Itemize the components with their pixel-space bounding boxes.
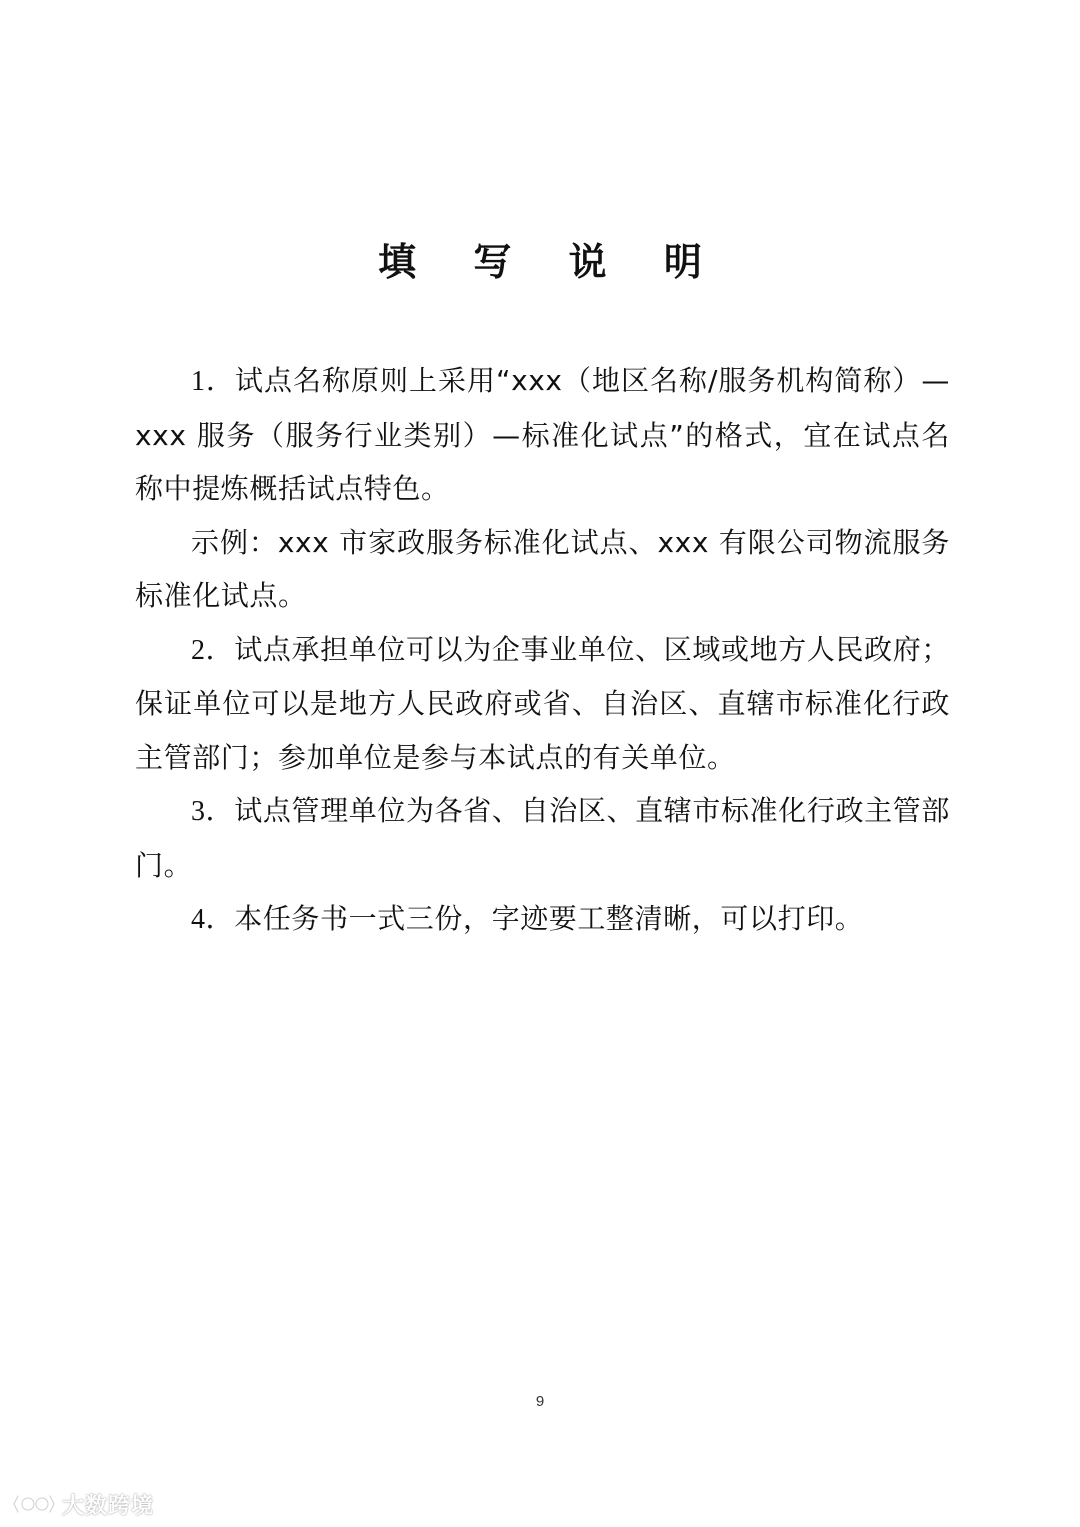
paragraph-number: 3．: [191, 796, 235, 827]
brand-logo-icon: [12, 1492, 56, 1516]
document-title: 填 写 说 明: [378, 240, 724, 284]
paragraph-text: 试点名称原则上采用“xxx（地区名称/服务机构简称）—xxx 服务（服务行业类别）—标准化试点”的格式，宜在试点名称中提炼概括试点特色。: [135, 364, 950, 505]
instructions-body: [135, 354, 950, 947]
paragraph-text: 示例：xxx 市家政服务标准化试点、xxx 有限公司物流服务标准化试点。: [135, 525, 950, 612]
paragraph-text: 试点承担单位可以为企事业单位、区域或地方人民政府；保证单位可以是地方人民政府或省、自治区、直辖市标准化行政主管部门；参加单位是参与本试点的有关单位。: [135, 632, 950, 774]
paragraph-3: [135, 784, 950, 892]
paragraph-text: 本任务书一式三份，字迹要工整清晰，可以打印。: [234, 902, 864, 935]
paragraph-number: 1．: [191, 366, 235, 397]
paragraph-example: [135, 516, 950, 623]
paragraph-number: 2．: [191, 634, 235, 666]
paragraph-4: [135, 892, 950, 947]
watermark-text: 大数跨境: [62, 1493, 155, 1519]
paragraph-2: [135, 623, 950, 785]
paragraph-1: [135, 354, 950, 516]
paragraph-text: 试点管理单位为各省、自治区、直辖市标准化行政主管部门。: [135, 794, 950, 882]
watermark: [12, 1488, 154, 1520]
paragraph-number: 4．: [191, 904, 235, 935]
page-number: 9: [535, 1393, 545, 1410]
